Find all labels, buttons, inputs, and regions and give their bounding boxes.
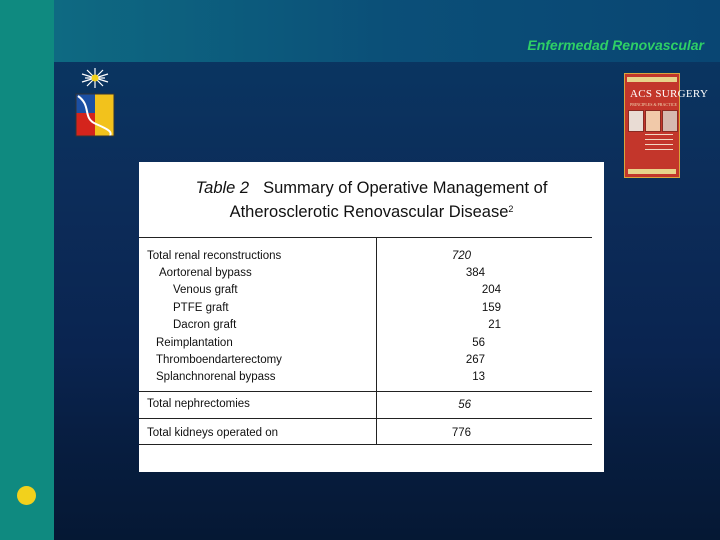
- yellow-dot-icon: [17, 486, 36, 505]
- book-footer: [628, 169, 676, 174]
- row-value-dacron-graft: 21: [488, 319, 501, 331]
- row-value-total-renal-reconstructions: 720: [451, 250, 471, 262]
- table-divider-top: [139, 237, 592, 238]
- table-title: [139, 178, 604, 223]
- row-value-ptfe-graft: 159: [481, 302, 501, 314]
- book-banner: [627, 77, 677, 82]
- table-label: Table 2: [195, 179, 250, 197]
- row-value-total-nephrectomies: 56: [458, 399, 471, 411]
- row-value-aortorenal-bypass: 384: [465, 267, 485, 279]
- row-label-thromboendarterectomy: Thromboendarterectomy: [156, 354, 282, 366]
- row-value-splanchnorenal-bypass: 13: [472, 371, 485, 383]
- book-subtitle: PRINCIPLES & PRACTICE: [630, 102, 677, 107]
- university-emblem-icon: [72, 66, 118, 142]
- left-accent-bar: [0, 0, 54, 540]
- row-label-aortorenal-bypass: Aortorenal bypass: [159, 267, 252, 279]
- operative-summary-table: [139, 162, 604, 472]
- row-label-splanchnorenal-bypass: Splanchnorenal bypass: [156, 371, 276, 383]
- book-author-lines: [645, 134, 673, 154]
- table-column-divider: [376, 237, 377, 445]
- book-title: ACS SURGERY: [630, 88, 709, 100]
- row-value-total-kidneys-operated-on: 776: [451, 427, 471, 439]
- acs-surgery-book-cover: [624, 73, 709, 178]
- slide-title: Enfermedad Renovascular: [527, 37, 704, 53]
- table-title-superscript: 2: [508, 204, 514, 214]
- row-label-total-renal-reconstructions: Total renal reconstructions: [147, 250, 282, 262]
- row-label-total-nephrectomies: Total nephrectomies: [147, 398, 250, 410]
- table-divider-bottom: [139, 444, 592, 445]
- table-title-line1: Summary of Operative Management of: [263, 179, 548, 197]
- row-label-reimplantation: Reimplantation: [156, 337, 233, 349]
- row-value-thromboendarterectomy: 267: [465, 354, 485, 366]
- row-value-venous-graft: 204: [481, 284, 501, 296]
- table-divider-lower: [139, 418, 592, 419]
- table-divider-middle: [139, 391, 592, 392]
- row-label-venous-graft: Venous graft: [173, 284, 238, 296]
- row-value-reimplantation: 56: [472, 337, 485, 349]
- book-photos: [628, 110, 678, 132]
- table-title-line2: Atherosclerotic Renovascular Disease: [229, 203, 509, 221]
- row-label-dacron-graft: Dacron graft: [173, 319, 237, 331]
- row-label-total-kidneys-operated-on: Total kidneys operated on: [147, 427, 279, 439]
- row-label-ptfe-graft: PTFE graft: [173, 302, 229, 314]
